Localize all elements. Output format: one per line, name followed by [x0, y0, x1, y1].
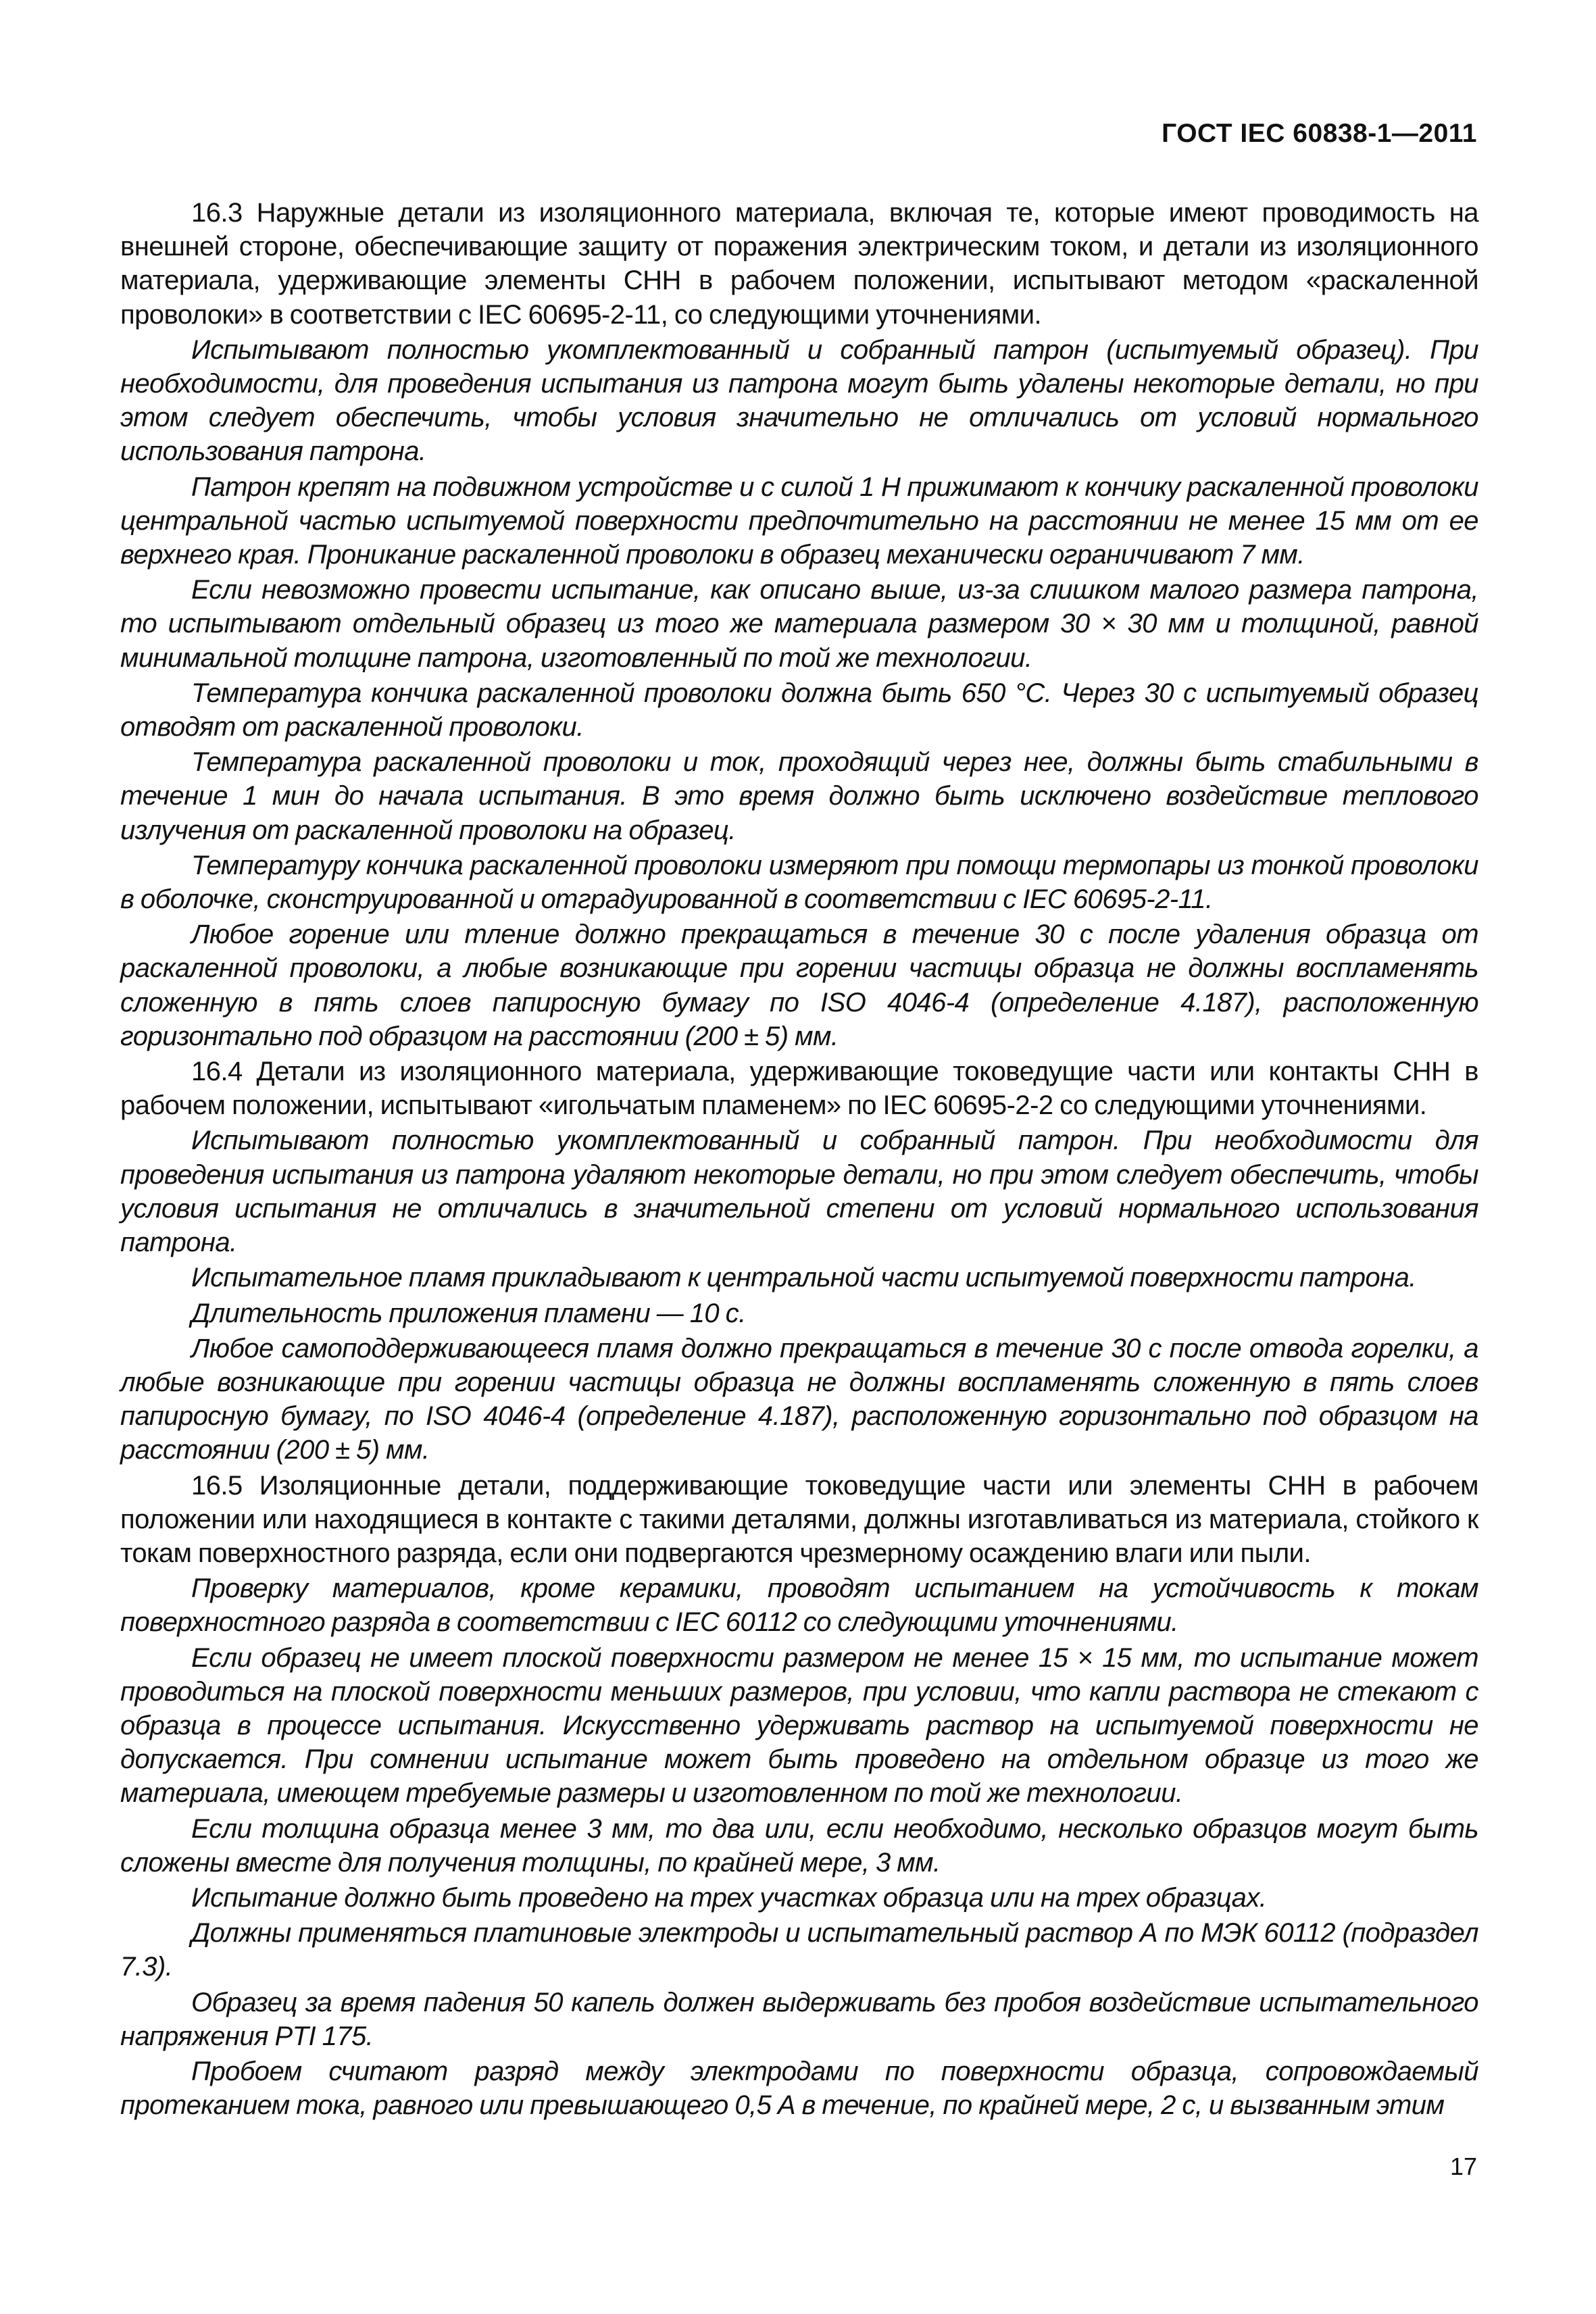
document-body [120, 196, 1478, 2123]
paragraph-breakdown-definition: Пробоем считают разряд между электродами по поверхности образца, сопровождаемый протеканием тока, равного или превышающего 0,5 А в течение, по крайней мере, 2 с, и вызванным этим [120, 2056, 1478, 2121]
paragraph-tracking-test: Проверку материалов, кроме керамики, проводят испытанием на устойчивость к токам поверхностного разряда в соответствии с IEC 60112 со следующими уточнениями. [120, 1574, 1478, 1638]
paragraph-16-3: 16.3 Наружные детали из изоляционного материала, включая те, которые имеют проводимость на внешней стороне, обеспечивающие защиту от поражения электрическим током, и детали из изоляционного материала, удерживающие элементы СНН в рабочем положении, испытывают методом «раскаленной проволоки» в соответствии с IEC 60695-2-11, со следующими уточнениями. [120, 198, 1478, 330]
paragraph-thermocouple: Температуру кончика раскаленной проволоки измеряют при помощи термопары из тонкой проволоки в оболочке, сконструированной и отградуированной в соответствии с IEC 60695-2-11. [120, 850, 1478, 915]
paragraph-mounting: Патрон крепят на подвижном устройстве и с силой 1 Н прижимают к кончику раскаленной проволоки центральной частью испытуемой поверхности предпочтительно на расстоянии не менее 15 мм от ее верхнего края. Проникание раскаленной проволоки в образец механически ограничивают 7 мм. [120, 472, 1478, 570]
document-code-header: ГОСТ IEC 60838-1—2011 [1162, 119, 1477, 148]
page-number: 17 [1449, 2153, 1477, 2180]
paragraph-16-4: 16.4 Детали из изоляционного материала, удерживающие токоведущие части или контакты СНН в рабочем положении, испытывают «игольчатым пламенем» по IEC 60695-2-2 со следующими уточнениями. [120, 1057, 1478, 1121]
paragraph-16-5: 16.5 Изоляционные детали, поддерживающие токоведущие части или элементы СНН в рабочем положении или находящиеся в контакте с такими деталями, должны изготавливаться из материала, стойкого к токам поверхностного разряда, если они подвергаются чрезмерному осаждению влаги или пыли. [120, 1470, 1478, 1568]
paragraph-flame-duration: Длительность приложения пламени — 10 с. [191, 1298, 746, 1328]
paragraph-flat-surface: Если образец не имеет плоской поверхности размером не менее 15 × 15 мм, то испытание может проводиться на плоской поверхности меньших размеров, при условии, что капли раствора не стекают с образца в процессе испытания. Искусственно удерживать раствор на испытуемой поверхности не допускается. При сомнении испытание может быть проведено на отдельном образце из того же материала, имеющем требуемые размеры и изготовленном по той же технологии. [120, 1642, 1478, 1809]
paragraph-burning-criteria: Любое горение или тление должно прекращаться в течение 30 с после удаления образца от раскаленной проволоки, а любые возникающие при горении частицы образца не должны воспламенять сложенную в пять слоев папиросную бумагу по ISO 4046-4 (определение 4.187), расположенную горизонтально под образцом на расстоянии (200 ± 5) мм. [120, 920, 1478, 1051]
paragraph-separate-sample: Если невозможно провести испытание, как описано выше, из-за слишком малого размера патрона, то испытывают отдельный образец из того же материала размером 30 × 30 мм и толщиной, равной минимальной толщине патрона, изготовленный по той же технологии. [120, 575, 1478, 673]
paragraph-thickness: Если толщина образца менее 3 мм, то два или, если необходимо, несколько образцов могут быть сложены вместе для получения толщины, по крайней мере, 3 мм. [120, 1813, 1478, 1878]
paragraph-electrodes: Должны применяться платиновые электроды и испытательный раствор А по МЭК 60112 (подраздел 7.3). [120, 1918, 1478, 1982]
paragraph-three-places: Испытание должно быть проведено на трех участках образца или на трех образцах. [191, 1882, 1267, 1913]
paragraph-wire-temperature: Температура кончика раскаленной проволоки должна быть 650 °С. Через 30 с испытуемый образец отводят от раскаленной проволоки. [120, 678, 1478, 743]
paragraph-needle-flame-sample: Испытывают полностью укомплектованный и собранный патрон. При необходимости для проведения испытания из патрона удаляют некоторые детали, но при этом следует обеспечить, чтобы условия испытания не отличались в значительной степени от условий нормального использования патрона. [120, 1126, 1478, 1258]
paragraph-pti-voltage: Образец за время падения 50 капель должен выдерживать без пробоя воздействие испытательного напряжения PTI 175. [120, 1987, 1478, 2051]
paragraph-flame-application: Испытательное пламя прикладывают к центральной части испытуемой поверхности патрона. [191, 1263, 1416, 1293]
paragraph-self-sustaining-flame: Любое самоподдерживающееся пламя должно прекращаться в течение 30 с после отвода горелки, а любые возникающие при горении частицы образца не должны воспламенять сложенную в пять слоев папиросную бумагу, по ISO 4046-4 (определение 4.187), расположенную горизонтально под образцом на расстоянии (200 ± 5) мм. [120, 1333, 1478, 1465]
paragraph-sample-assembly: Испытывают полностью укомплектованный и собранный патрон (испытуемый образец). При необходимости, для проведения испытания из патрона могут быть удалены некоторые детали, но при этом следует обеспечить, чтобы условия значительно не отличались от условий нормального использования патрона. [120, 334, 1478, 467]
paragraph-stabilization: Температура раскаленной проволоки и ток, проходящий через нее, должны быть стабильными в течение 1 мин до начала испытания. В это время должно быть исключено воздействие теплового излучения от раскаленной проволоки на образец. [120, 747, 1478, 845]
